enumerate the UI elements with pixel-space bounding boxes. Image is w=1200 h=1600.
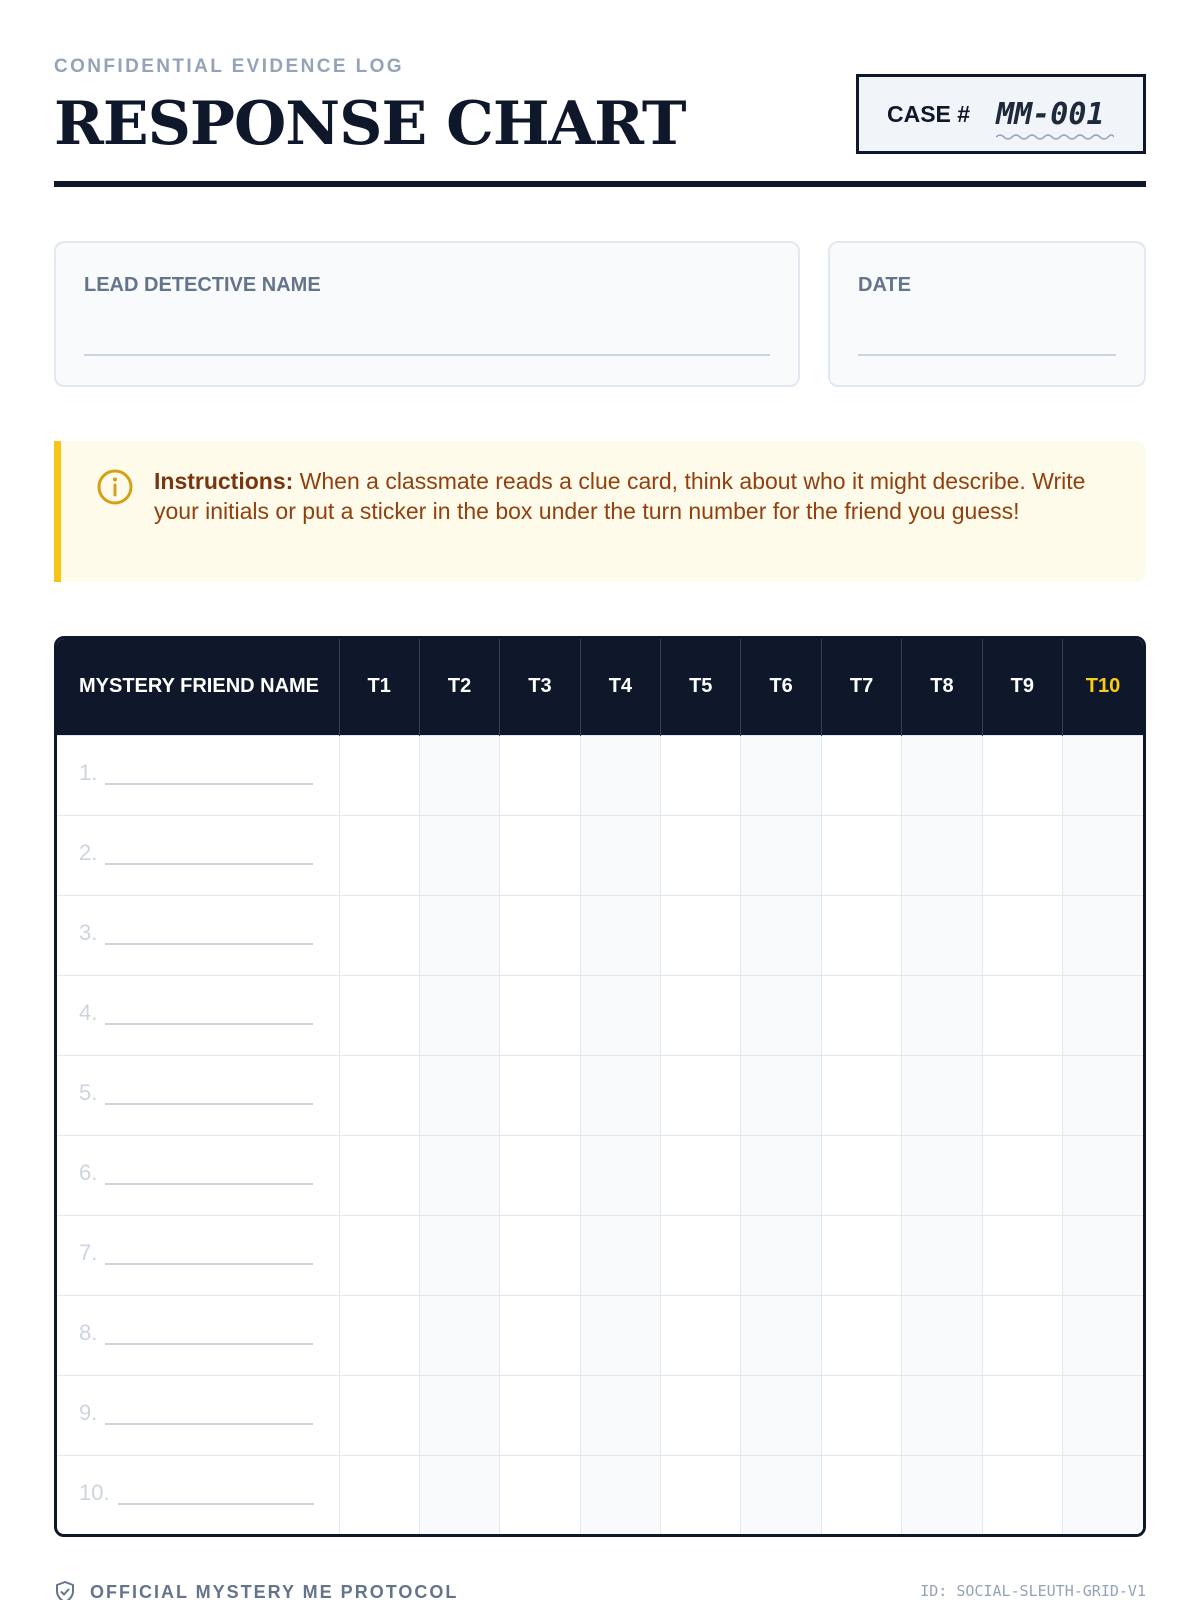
instructions-lead: Instructions: — [154, 468, 294, 494]
guess-cell-t6[interactable] — [741, 895, 821, 975]
guess-cell-t1[interactable] — [339, 815, 419, 895]
guess-cell-t4[interactable] — [580, 1375, 660, 1455]
friend-name-cell[interactable] — [57, 815, 339, 895]
table-row — [57, 815, 1143, 895]
guess-cell-t9[interactable] — [982, 895, 1062, 975]
guess-cell-t3[interactable] — [500, 1055, 580, 1135]
turn-header-t8: T8 — [902, 639, 982, 735]
friend-name-line[interactable] — [118, 1503, 314, 1505]
guess-cell-t8[interactable] — [902, 1215, 982, 1295]
guess-cell-t7[interactable] — [821, 1055, 901, 1135]
guess-cell-t9[interactable] — [982, 815, 1062, 895]
row-number: 4. — [79, 999, 98, 1025]
response-chart-page — [54, 0, 1146, 1600]
guess-cell-t5[interactable] — [661, 1295, 741, 1375]
guess-cell-t2[interactable] — [419, 1455, 499, 1535]
table-row — [57, 1215, 1143, 1295]
row-number: 2. — [79, 839, 98, 865]
guess-cell-t3[interactable] — [500, 1375, 580, 1455]
table-row — [57, 895, 1143, 975]
guess-cell-t10[interactable] — [1063, 1135, 1143, 1215]
friend-name-line[interactable] — [105, 1423, 313, 1425]
table-row — [57, 975, 1143, 1055]
date-label: DATE — [858, 274, 911, 296]
guess-cell-t9[interactable] — [982, 735, 1062, 815]
instructions-body: When a classmate reads a clue card, think about who it might describe. Write your initials or put a sticker in the box under the turn number for the friend you guess! — [154, 468, 1086, 524]
friend-name-line[interactable] — [105, 1263, 313, 1265]
guess-cell-t2[interactable] — [419, 975, 499, 1055]
friend-name-cell[interactable] — [57, 1295, 339, 1375]
guess-cell-t3[interactable] — [500, 1295, 580, 1375]
guess-cell-t2[interactable] — [419, 735, 499, 815]
guess-cell-t4[interactable] — [580, 975, 660, 1055]
guess-cell-t5[interactable] — [661, 895, 741, 975]
turn-header-t9: T9 — [982, 639, 1062, 735]
footer-protocol-label: OFFICIAL MYSTERY ME PROTOCOL — [90, 1581, 459, 1600]
guess-cell-t2[interactable] — [419, 895, 499, 975]
guess-cell-t10[interactable] — [1063, 1215, 1143, 1295]
guess-cell-t10[interactable] — [1063, 1055, 1143, 1135]
friend-name-line[interactable] — [105, 1183, 313, 1185]
guess-cell-t10[interactable] — [1063, 1295, 1143, 1375]
guess-cell-t8[interactable] — [902, 1055, 982, 1135]
case-value — [996, 97, 1104, 132]
table-row — [57, 1295, 1143, 1375]
guess-cell-t7[interactable] — [821, 815, 901, 895]
guess-cell-t2[interactable] — [419, 1055, 499, 1135]
friend-name-cell[interactable] — [57, 1375, 339, 1455]
turn-header-t10: T10 — [1063, 639, 1143, 735]
guess-cell-t2[interactable] — [419, 1295, 499, 1375]
guess-cell-t10[interactable] — [1063, 975, 1143, 1055]
table-row — [57, 1055, 1143, 1135]
guess-cell-t5[interactable] — [661, 1375, 741, 1455]
shield-check-icon — [54, 1580, 76, 1600]
lead-detective-name-field[interactable] — [54, 241, 800, 387]
guess-cell-t6[interactable] — [741, 815, 821, 895]
guess-cell-t10[interactable] — [1063, 735, 1143, 815]
friend-name-cell[interactable] — [57, 1455, 339, 1535]
instructions-text — [154, 467, 1114, 526]
guess-cell-t5[interactable] — [661, 1455, 741, 1535]
header-rule — [54, 181, 1146, 187]
row-number: 6. — [79, 1159, 98, 1185]
table-row — [57, 735, 1143, 815]
guess-cell-t6[interactable] — [741, 1135, 821, 1215]
guess-cell-t6[interactable] — [741, 1375, 821, 1455]
turn-header-t6: T6 — [741, 639, 821, 735]
response-grid — [54, 636, 1146, 1537]
table-body — [57, 735, 1143, 1535]
row-number: 5. — [79, 1079, 98, 1105]
case-number-box — [856, 74, 1146, 154]
turn-header-t2: T2 — [419, 639, 499, 735]
guess-cell-t6[interactable] — [741, 735, 821, 815]
squiggle-underline — [996, 133, 1114, 141]
row-number: 3. — [79, 919, 98, 945]
guess-cell-t8[interactable] — [902, 735, 982, 815]
guess-cell-t2[interactable] — [419, 1215, 499, 1295]
guess-cell-t7[interactable] — [821, 1375, 901, 1455]
guess-cell-t4[interactable] — [580, 1455, 660, 1535]
date-line[interactable] — [858, 354, 1116, 356]
table-header-row — [57, 639, 1143, 735]
turn-header-t7: T7 — [821, 639, 901, 735]
guess-cell-t6[interactable] — [741, 975, 821, 1055]
turn-header-t5: T5 — [661, 639, 741, 735]
case-label: CASE # — [887, 100, 971, 127]
friend-name-cell[interactable] — [57, 895, 339, 975]
friend-name-cell[interactable] — [57, 1215, 339, 1295]
guess-cell-t5[interactable] — [661, 1135, 741, 1215]
guess-cell-t3[interactable] — [500, 735, 580, 815]
guess-cell-t8[interactable] — [902, 895, 982, 975]
guess-cell-t2[interactable] — [419, 815, 499, 895]
guess-cell-t4[interactable] — [580, 1295, 660, 1375]
guess-cell-t2[interactable] — [419, 1135, 499, 1215]
info-icon — [96, 468, 134, 506]
guess-cell-t9[interactable] — [982, 1455, 1062, 1535]
guess-cell-t1[interactable] — [339, 1295, 419, 1375]
guess-cell-t10[interactable] — [1063, 1455, 1143, 1535]
guess-cell-t1[interactable] — [339, 1455, 419, 1535]
guess-cell-t7[interactable] — [821, 1295, 901, 1375]
guess-cell-t9[interactable] — [982, 1055, 1062, 1135]
guess-cell-t7[interactable] — [821, 1135, 901, 1215]
date-field[interactable] — [828, 241, 1146, 387]
lead-detective-name-line[interactable] — [84, 354, 770, 356]
guess-cell-t3[interactable] — [500, 1135, 580, 1215]
turn-header-t4: T4 — [580, 639, 660, 735]
guess-cell-t10[interactable] — [1063, 815, 1143, 895]
guess-cell-t6[interactable] — [741, 1215, 821, 1295]
eyebrow-label: CONFIDENTIAL EVIDENCE LOG — [54, 56, 404, 77]
guess-cell-t1[interactable] — [339, 1135, 419, 1215]
guess-cell-t6[interactable] — [741, 1055, 821, 1135]
guess-cell-t3[interactable] — [500, 895, 580, 975]
guess-cell-t4[interactable] — [580, 895, 660, 975]
guess-cell-t8[interactable] — [902, 975, 982, 1055]
guess-cell-t8[interactable] — [902, 1455, 982, 1535]
guess-cell-t1[interactable] — [339, 1215, 419, 1295]
response-table — [57, 639, 1143, 1535]
guess-cell-t5[interactable] — [661, 1055, 741, 1135]
guess-cell-t1[interactable] — [339, 1375, 419, 1455]
guess-cell-t1[interactable] — [339, 895, 419, 975]
guess-cell-t7[interactable] — [821, 735, 901, 815]
guess-cell-t8[interactable] — [902, 1295, 982, 1375]
guess-cell-t6[interactable] — [741, 1295, 821, 1375]
friend-name-cell[interactable] — [57, 735, 339, 815]
guess-cell-t9[interactable] — [982, 975, 1062, 1055]
table-row — [57, 1455, 1143, 1535]
page-title: RESPONSE CHART — [54, 89, 686, 159]
turn-header-t3: T3 — [500, 639, 580, 735]
friend-name-cell[interactable] — [57, 1055, 339, 1135]
guess-cell-t8[interactable] — [902, 1135, 982, 1215]
guess-cell-t2[interactable] — [419, 1375, 499, 1455]
table-row — [57, 1375, 1143, 1455]
guess-cell-t3[interactable] — [500, 815, 580, 895]
guess-cell-t10[interactable] — [1063, 1375, 1143, 1455]
guess-cell-t10[interactable] — [1063, 895, 1143, 975]
guess-cell-t5[interactable] — [661, 815, 741, 895]
guess-cell-t5[interactable] — [661, 1215, 741, 1295]
row-number: 10. — [79, 1479, 110, 1505]
guess-cell-t3[interactable] — [500, 1455, 580, 1535]
guess-cell-t7[interactable] — [821, 975, 901, 1055]
case-value-text: MM-001 — [996, 96, 1105, 132]
row-number: 9. — [79, 1399, 98, 1425]
guess-cell-t9[interactable] — [982, 1135, 1062, 1215]
guess-cell-t1[interactable] — [339, 1055, 419, 1135]
table-row — [57, 1135, 1143, 1215]
guess-cell-t7[interactable] — [821, 895, 901, 975]
friend-name-cell[interactable] — [57, 975, 339, 1055]
friend-name-line[interactable] — [105, 783, 313, 785]
guess-cell-t5[interactable] — [661, 975, 741, 1055]
footer-protocol — [54, 1580, 458, 1600]
friend-name-line[interactable] — [105, 1103, 313, 1105]
row-number: 8. — [79, 1319, 98, 1345]
guess-cell-t9[interactable] — [982, 1375, 1062, 1455]
guess-cell-t3[interactable] — [500, 1215, 580, 1295]
guess-cell-t4[interactable] — [580, 1055, 660, 1135]
instructions-callout — [54, 441, 1146, 582]
footer-id: ID: SOCIAL-SLEUTH-GRID-V1 — [920, 1582, 1146, 1600]
guess-cell-t7[interactable] — [821, 1455, 901, 1535]
guess-cell-t4[interactable] — [580, 735, 660, 815]
guess-cell-t4[interactable] — [580, 815, 660, 895]
guess-cell-t5[interactable] — [661, 735, 741, 815]
guess-cell-t8[interactable] — [902, 815, 982, 895]
guess-cell-t1[interactable] — [339, 975, 419, 1055]
guess-cell-t4[interactable] — [580, 1135, 660, 1215]
guess-cell-t9[interactable] — [982, 1215, 1062, 1295]
guess-cell-t9[interactable] — [982, 1295, 1062, 1375]
mystery-friend-name-header: MYSTERY FRIEND NAME — [79, 675, 320, 698]
guess-cell-t3[interactable] — [500, 975, 580, 1055]
friend-name-line[interactable] — [105, 863, 313, 865]
friend-name-cell[interactable] — [57, 1135, 339, 1215]
lead-detective-name-label: LEAD DETECTIVE NAME — [84, 274, 321, 296]
guess-cell-t8[interactable] — [902, 1375, 982, 1455]
row-number: 1. — [79, 759, 98, 785]
turn-header-t1: T1 — [339, 639, 419, 735]
guess-cell-t7[interactable] — [821, 1215, 901, 1295]
guess-cell-t6[interactable] — [741, 1455, 821, 1535]
friend-name-line[interactable] — [105, 1023, 313, 1025]
guess-cell-t1[interactable] — [339, 735, 419, 815]
row-number: 7. — [79, 1239, 98, 1265]
friend-name-line[interactable] — [105, 1343, 313, 1345]
guess-cell-t4[interactable] — [580, 1215, 660, 1295]
friend-name-line[interactable] — [105, 943, 313, 945]
